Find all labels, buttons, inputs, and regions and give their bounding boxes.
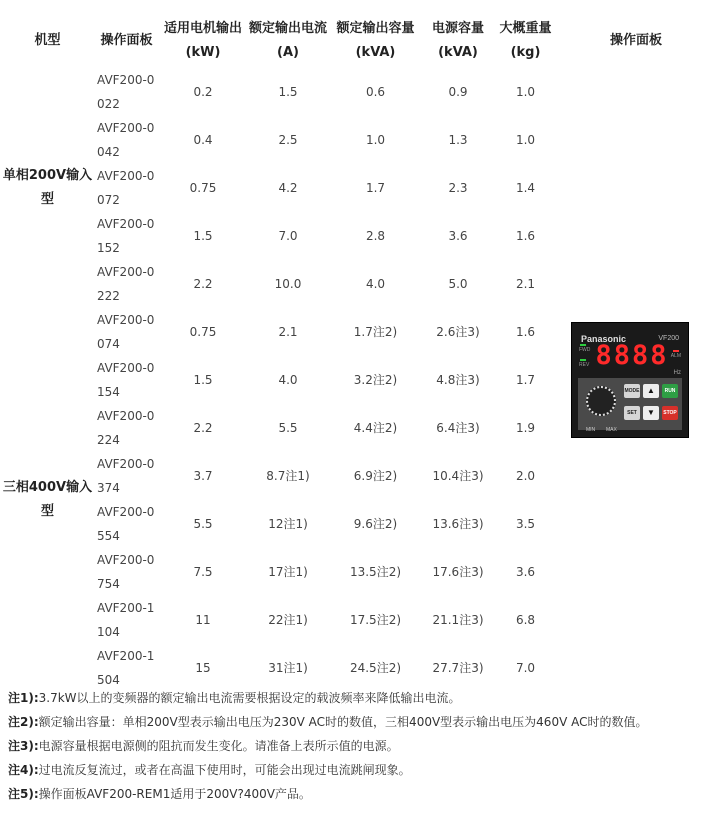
header-motor-output: 适用电机输出(kW): [163, 21, 242, 60]
weight-cell: 7.0: [515, 661, 536, 675]
footnote-text: 过电流反复流过，或者在高温下使用时，可能会出现过电流跳闸现象。: [38, 763, 411, 777]
footnotes: [8, 686, 708, 806]
footnote-item: [8, 710, 708, 734]
mode-button[interactable]: MODE: [624, 384, 640, 398]
weight-cell: 1.4: [515, 181, 536, 195]
seven-segment-display: 8888: [595, 340, 669, 371]
motor-output-cell: 1.5: [193, 229, 213, 243]
header-power-capacity: 电源容量(kVA): [431, 21, 484, 60]
motor-output-cell: 7.5: [193, 565, 213, 579]
weight-cell: 6.8: [515, 613, 536, 627]
power-capacity-cell: 1.3: [448, 133, 468, 147]
model-cell: AVF200-0224: [97, 409, 155, 447]
power-capacity-cell: 5.0: [448, 277, 468, 291]
panel-brand: Panasonic: [581, 334, 627, 344]
group-label-single-phase: 单相200V输入型: [2, 168, 93, 207]
weight-cell: 1.9: [515, 421, 536, 435]
footnote-text: 3.7kW以上的变频器的额定输出电流需要根据设定的载波频率来降低输出电流。: [38, 691, 461, 705]
rated-current-cell: 22注1): [268, 613, 308, 627]
header-rated-capacity: 额定输出容量(kVA): [336, 21, 415, 60]
footnote-text: 电源容量根据电源侧的阻抗而发生变化。请准备上表所示值的电源。: [38, 739, 399, 753]
rated-capacity-cell: 3.2注2): [353, 373, 398, 387]
alm-led-label: ALM: [670, 353, 681, 359]
header-panel-col: 操作面板: [100, 33, 153, 48]
footnote-label: 注3):: [8, 739, 39, 753]
model-cell: AVF200-0374: [97, 457, 155, 495]
rated-capacity-cell: 9.6注2): [353, 517, 398, 531]
rated-current-cell: 7.0: [278, 229, 298, 243]
footnote-item: [8, 758, 708, 782]
model-cell: AVF200-1504: [97, 649, 155, 687]
header-rated-current: 额定输出电流(A): [248, 21, 327, 60]
motor-output-cell: 15: [195, 661, 211, 675]
power-capacity-cell: 6.4注3): [436, 421, 480, 435]
footnote-text: 额定输出容量：单相200V型表示输出电压为230V AC时的数值，三相400V型表示输出电压为460V AC时的数值。: [38, 715, 648, 729]
weight-cell: 1.0: [515, 85, 536, 99]
motor-output-cell: 2.2: [193, 277, 213, 291]
power-capacity-cell: 13.6注3): [432, 517, 484, 531]
stop-button[interactable]: STOP: [662, 406, 678, 420]
rated-capacity-cell: 13.5注2): [349, 565, 402, 579]
rated-capacity-cell: 4.0: [365, 277, 386, 291]
power-capacity-cell: 21.1注3): [432, 613, 484, 627]
model-cell: AVF200-0554: [97, 505, 155, 543]
model-cell: AVF200-0042: [97, 121, 155, 159]
table-row: [0, 68, 714, 116]
footnote-item: [8, 734, 708, 758]
power-capacity-cell: 3.6: [448, 229, 468, 243]
model-cell: AVF200-0154: [97, 361, 155, 399]
rated-current-cell: 4.2: [278, 181, 298, 195]
power-capacity-cell: 4.8注3): [436, 373, 480, 387]
power-capacity-cell: 2.6注3): [436, 325, 480, 339]
model-cell: AVF200-0222: [97, 265, 155, 303]
panel-control-area: [578, 378, 682, 433]
model-cell: AVF200-0754: [97, 553, 155, 591]
motor-output-cell: 0.75: [189, 325, 217, 339]
footnote-text: 操作面板AVF200-REM1适用于200V?400V产品。: [38, 787, 311, 801]
rated-capacity-cell: 17.5注2): [349, 613, 402, 627]
operation-panel-cell: [558, 68, 714, 692]
frequency-knob-icon[interactable]: [586, 386, 616, 416]
motor-output-cell: 11: [195, 613, 211, 627]
rated-current-cell: 10.0: [274, 277, 302, 291]
weight-cell: 3.5: [515, 517, 536, 531]
motor-output-cell: 3.7: [193, 469, 213, 483]
footnote-label: 注2):: [8, 715, 39, 729]
spec-table: [0, 14, 714, 692]
model-cell: AVF200-1104: [97, 601, 155, 639]
footnote-item: [8, 782, 708, 806]
motor-output-cell: 0.4: [193, 133, 213, 147]
model-cell: AVF200-0152: [97, 217, 155, 255]
rated-capacity-cell: 1.7注2): [353, 325, 398, 339]
weight-cell: 1.6: [515, 325, 536, 339]
rated-current-cell: 12注1): [268, 517, 308, 531]
weight-cell: 2.0: [515, 469, 536, 483]
rated-capacity-cell: 4.4注2): [353, 421, 398, 435]
footnote-label: 注5):: [8, 787, 39, 801]
rated-capacity-cell: 1.0: [365, 133, 386, 147]
weight-cell: 3.6: [515, 565, 536, 579]
rated-current-cell: 1.5: [278, 85, 298, 99]
down-arrow-icon[interactable]: ▼: [643, 406, 659, 420]
motor-output-cell: 1.5: [193, 373, 213, 387]
table-body: [0, 68, 714, 692]
panel-model: VF200: [658, 335, 679, 342]
motor-output-cell: 2.2: [193, 421, 213, 435]
operation-panel-image: [571, 322, 689, 438]
knob-min-label: MIN: [586, 427, 596, 433]
header-row: [0, 14, 714, 68]
power-capacity-cell: 0.9: [448, 85, 468, 99]
header-model-type: 机型: [34, 33, 61, 48]
hz-unit-label: Hz: [673, 370, 681, 376]
fwd-led-label: FWD: [579, 347, 591, 353]
rev-led-label: REV: [579, 362, 590, 368]
motor-output-cell: 0.75: [189, 181, 217, 195]
rated-capacity-cell: 6.9注2): [353, 469, 398, 483]
knob-max-label: MAX: [606, 427, 617, 433]
weight-cell: 2.1: [515, 277, 536, 291]
power-capacity-cell: 17.6注3): [432, 565, 484, 579]
rated-capacity-cell: 0.6: [365, 85, 386, 99]
footnote-item: [8, 686, 708, 710]
power-capacity-cell: 2.3: [448, 181, 468, 195]
rated-capacity-cell: 2.8: [365, 229, 386, 243]
weight-cell: 1.6: [515, 229, 536, 243]
model-cell: AVF200-0022: [97, 73, 155, 111]
power-capacity-cell: 10.4注3): [432, 469, 484, 483]
model-cell: AVF200-0072: [97, 169, 155, 207]
model-cell: AVF200-0074: [97, 313, 155, 351]
rated-current-cell: 2.5: [278, 133, 298, 147]
rated-current-cell: 8.7注1): [266, 469, 310, 483]
motor-output-cell: 0.2: [193, 85, 213, 99]
power-capacity-cell: 27.7注3): [432, 661, 484, 675]
group-label-three-phase: 三相400V输入型: [2, 480, 93, 519]
rated-current-cell: 2.1: [278, 325, 298, 339]
header-operation-panel: 操作面板: [609, 33, 662, 48]
motor-output-cell: 5.5: [193, 517, 213, 531]
weight-cell: 1.0: [515, 133, 536, 147]
header-weight: 大概重量(kg): [499, 21, 552, 60]
rated-current-cell: 31注1): [268, 661, 308, 675]
set-button[interactable]: SET: [624, 406, 640, 420]
footnote-label: 注4):: [8, 763, 39, 777]
footnote-label: 注1):: [8, 691, 39, 705]
weight-cell: 1.7: [515, 373, 536, 387]
rated-current-cell: 5.5: [278, 421, 298, 435]
rated-capacity-cell: 1.7: [365, 181, 386, 195]
rated-capacity-cell: 24.5注2): [349, 661, 402, 675]
run-button[interactable]: RUN: [662, 384, 678, 398]
rated-current-cell: 4.0: [278, 373, 298, 387]
up-arrow-icon[interactable]: ▲: [643, 384, 659, 398]
rated-current-cell: 17注1): [268, 565, 308, 579]
